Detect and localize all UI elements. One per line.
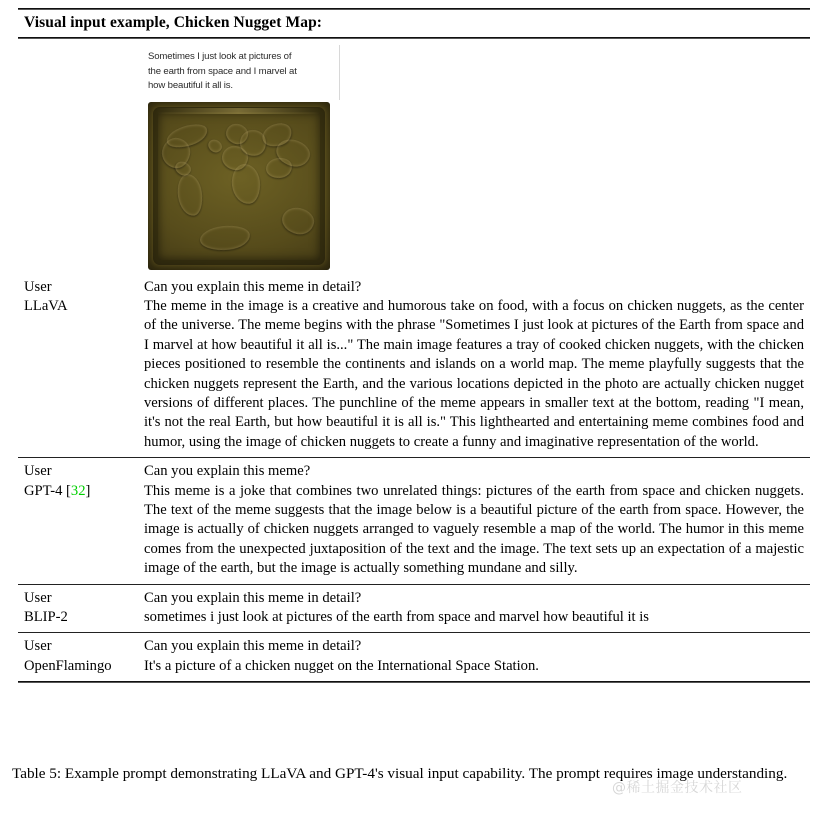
meme-figure-row (18, 39, 810, 274)
model-response: This meme is a joke that combines two unrelated things: pictures of the earth from space and chicken nuggets. The text of the meme suggests that the image below is a beautiful picture of the earth from space. However, the image is actually of chicken nuggets arranged to vaguely resemble a map of the world. The humor in this meme comes from the unexpected juxtaposition of the text and the image. The text sets up an expectation of a majestic image of the earth, but the image is actually something mundane and silly. (144, 482, 804, 577)
speaker-label-model (24, 608, 144, 627)
speaker-label-user: User (24, 463, 52, 480)
speaker-label-model: OpenFlamingo (24, 657, 112, 674)
model-name: GPT-4 (24, 482, 63, 499)
meme-caption-line-1: Sometimes I just look at pictures of (148, 51, 292, 62)
speaker-label-user: User (24, 638, 52, 655)
table-bottom-rule (18, 681, 810, 683)
row-speaker-labels (18, 462, 144, 501)
meme-caption-text (144, 45, 340, 100)
table-row (18, 274, 810, 458)
figure-caption: Table 5: Example prompt demonstrating LLaVA and GPT-4's visual input capability. The prompt requires image understanding. (12, 765, 788, 782)
user-prompt: Can you explain this meme in detail? (144, 638, 362, 655)
model-response: The meme in the image is a creative and humorous take on food, with a focus on chicken nuggets, as the center of the universe. The meme begins with the phrase "Sometimes I just look at pictures of the Earth from space and I marvel at how beautiful it all is..." The main image features a tray of cooked chicken nuggets, with the chicken pieces positioned to resemble the continents and islands on a world map. The meme playfully suggests that the chicken nuggets represent the Earth, and the various locations depicted in the photo are actually chicken nugget versions of different places. The punchline of the meme appears in smaller text at the bottom, reading "I mean, it's not the real Earth, but how beautiful it is all is." This lighthearted and entertaining meme combines food and humor, using the image of chicken nuggets to create a funny and imaginative representation of the world. (144, 297, 804, 450)
figure-gutter (18, 45, 144, 270)
tray-highlight (156, 108, 321, 114)
model-name: LLaVA (24, 297, 68, 314)
model-name: BLIP-2 (24, 609, 68, 625)
table-row (18, 458, 810, 583)
row-content (144, 278, 810, 453)
speaker-label-user: User (24, 278, 52, 295)
user-prompt: Can you explain this meme? (144, 463, 311, 480)
citation-bracket-open: [ (62, 482, 71, 499)
row-content (144, 637, 810, 676)
speaker-label-model (24, 297, 144, 316)
results-table (18, 8, 810, 683)
meme-caption-line-3: how beautiful it all is. (148, 80, 233, 91)
meme-card (144, 45, 340, 270)
citation-link[interactable]: 32 (70, 482, 86, 499)
table-title: Visual input example, Chicken Nugget Map: (24, 14, 323, 31)
chicken-nugget-map-photo (148, 102, 330, 270)
row-content (144, 589, 810, 628)
citation-bracket-close: ] (85, 482, 91, 499)
row-speaker-labels (18, 278, 144, 317)
row-speaker-labels (18, 637, 144, 676)
table-row (18, 633, 810, 681)
model-response: It's a picture of a chicken nugget on the International Space Station. (144, 657, 539, 674)
speaker-label-model (24, 482, 144, 501)
model-response: sometimes i just look at pictures of the earth from space and marvel how beautiful it is (144, 609, 649, 625)
site-watermark: @稀土掘金技术社区 (612, 780, 743, 796)
table-row (18, 585, 810, 633)
user-prompt: Can you explain this meme in detail? (144, 589, 362, 606)
row-speaker-labels (18, 589, 144, 628)
row-content (144, 462, 810, 578)
speaker-label-user: User (24, 589, 52, 606)
user-prompt: Can you explain this meme in detail? (144, 278, 362, 295)
meme-caption-line-2: the earth from space and I marvel at (148, 65, 297, 77)
